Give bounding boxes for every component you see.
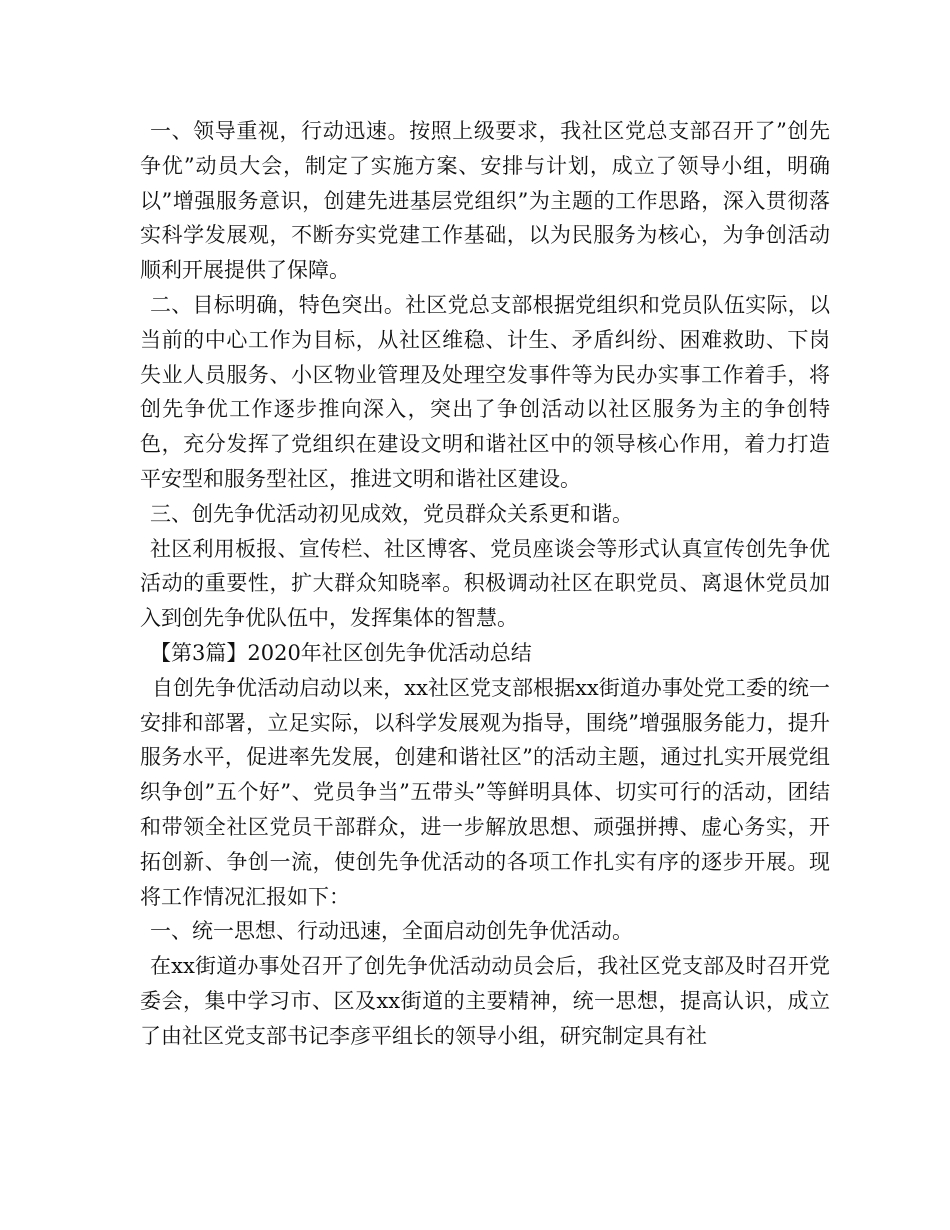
paragraph-leadership: 一、领导重视，行动迅速。按照上级要求，我社区党总支部召开了”创先争优”动员大会，制定了实施方案、安排与计划，成立了领导小组，明确以”增强服务意识，创建先进基层党组织”为主题的工作思路，深入贯彻落实科学发展观，不断夯实党建工作基础，以为民服务为核心，为争创活动顺利开展提供了保障。 [140, 119, 830, 283]
paragraph-summary-intro: 自创先争优活动启动以来，xx社区党支部根据xx街道办事处党工委的统一安排和部署，立足实际，以科学发展观为指导，围绕”增强服务能力，提升服务水平，促进率先发展，创建和谐社区”的活动主题，通过扎实开展党组织争创”五个好”、党员争当”五带头”等鲜明具体、切实可行的活动，团结和带领全社区党员干部群众，进一步解放思想、顽强拼搏、虚心务实，开拓创新、争创一流，使创先争优活动的各项工作扎实有序的逐步开展。现将工作情况汇报如下： [140, 675, 830, 909]
document-page [140, 114, 830, 1054]
section-title: 【第3篇】2020年社区创先争优活动总结 [150, 640, 532, 665]
paragraph-results-heading: 三、创先争优活动初见成效，党员群众关系更和谐。 [150, 501, 633, 526]
paragraph-goals: 二、目标明确，特色突出。社区党总支部根据党组织和党员队伍实际，以当前的中心工作为目标，从社区维稳、计生、矛盾纠纷、困难救助、下岗失业人员服务、小区物业管理及处理空发事件等为民办实事工作着手，将创先争优工作逐步推向深入，突出了争创活动以社区服务为主的争创特色，充分发挥了党组织在建设文明和谐社区中的领导核心作用，着力打造平安型和服务型社区，推进文明和谐社区建设。 [140, 292, 830, 491]
paragraph-unify-heading: 一、统一思想、行动迅速，全面启动创先争优活动。 [150, 919, 633, 944]
paragraph-publicity: 社区利用板报、宣传栏、社区博客、党员座谈会等形式认真宣传创先争优活动的重要性，扩大群众知晓率。积极调动社区在职党员、离退休党员加入到创先争优队伍中，发挥集体的智慧。 [140, 536, 830, 631]
paragraph-meeting: 在xx街道办事处召开了创先争优活动动员会后，我社区党支部及时召开党委会，集中学习市、区及xx街道的主要精神，统一思想，提高认识，成立了由社区党支部书记李彦平组长的领导小组，研究制定具有社 [140, 954, 830, 1048]
